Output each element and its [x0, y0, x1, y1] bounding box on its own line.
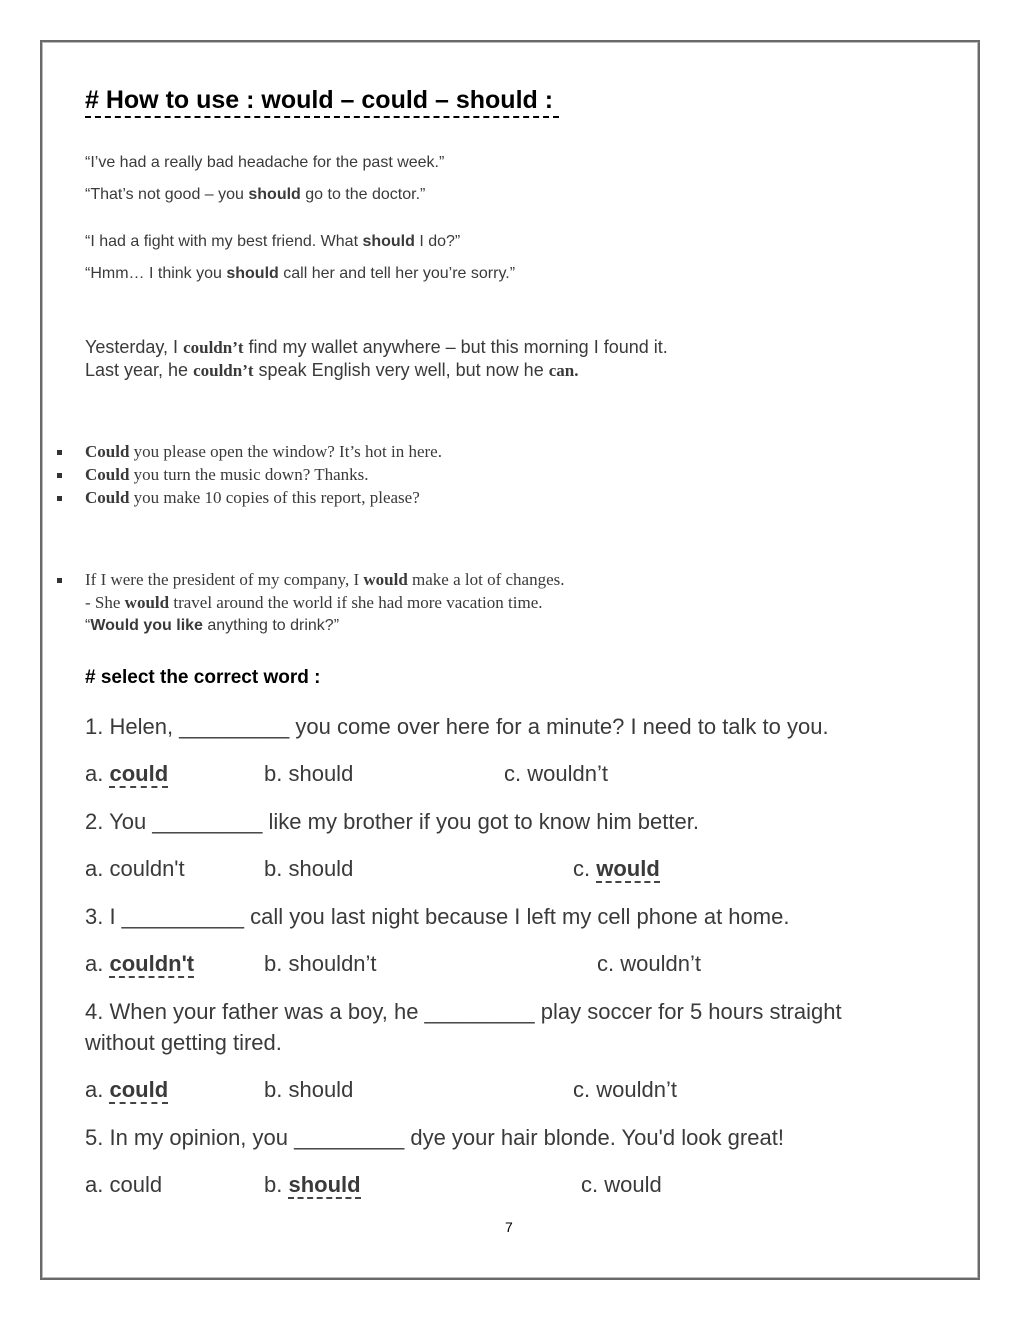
text: “That’s not good – you: [85, 186, 249, 203]
option-a[interactable]: [85, 761, 168, 787]
question-5: 5. In my opinion, you _________ dye your hair blonde. You'd look great!: [85, 1125, 784, 1150]
option-letter: a.: [85, 1077, 110, 1102]
keyword: should: [248, 186, 301, 203]
question-4-continued: without getting tired.: [85, 1030, 282, 1055]
option-text: couldn't: [109, 856, 185, 881]
option-c[interactable]: [573, 1077, 677, 1103]
text: Yesterday, I: [85, 337, 184, 357]
option-b[interactable]: [264, 951, 377, 977]
text: I do?”: [414, 233, 461, 250]
text: go to the doctor.”: [300, 186, 426, 203]
keyword: should: [362, 233, 415, 250]
option-letter: c.: [597, 951, 621, 976]
option-letter: b.: [264, 761, 289, 786]
example-line: [85, 593, 543, 613]
option-letter: b.: [264, 951, 289, 976]
text: If I were the president of my company, I: [85, 570, 364, 589]
text: Last year, he: [85, 360, 194, 380]
keyword: couldn’t: [193, 361, 254, 380]
example-line: [85, 337, 668, 358]
answer-selected: couldn't: [109, 951, 195, 976]
keyword: couldn’t: [183, 338, 244, 357]
text: you make 10 copies of this report, please?: [129, 488, 420, 507]
page-title: # How to use : would – could – should :: [85, 86, 559, 118]
text: “Hmm… I think you: [85, 265, 227, 282]
text: “I had a fight with my best friend. What: [85, 233, 363, 250]
option-text: could: [109, 1172, 163, 1197]
option-b[interactable]: [264, 761, 353, 787]
question-3: 3. I __________ call you last night because I left my cell phone at home.: [85, 904, 790, 929]
question-4: 4. When your father was a boy, he _________ play soccer for 5 hours straight: [85, 999, 842, 1024]
option-letter: a.: [85, 951, 110, 976]
text: you turn the music down? Thanks.: [129, 465, 369, 484]
option-text: wouldn’t: [620, 951, 701, 976]
keyword: should: [226, 265, 279, 282]
text: you please open the window? It’s hot in here.: [129, 442, 442, 461]
keyword: Could: [85, 465, 130, 484]
page-number: 7: [505, 1219, 513, 1235]
answer-selected: should: [288, 1172, 361, 1197]
answer-selected: could: [109, 1077, 169, 1102]
option-a[interactable]: [85, 951, 194, 977]
text: call her and tell her you’re sorry.”: [278, 265, 516, 282]
example-line: [85, 186, 425, 204]
example-line: [85, 265, 515, 283]
keyword: would: [363, 570, 408, 589]
option-letter: b.: [264, 1077, 289, 1102]
keyword: Could: [85, 442, 130, 461]
keyword: Would you like: [90, 617, 203, 634]
option-letter: c.: [573, 856, 597, 881]
option-text: should: [288, 1077, 354, 1102]
text: speak English very well, but now he: [253, 360, 549, 380]
option-text: should: [288, 856, 354, 881]
option-letter: a.: [85, 761, 110, 786]
bullet-item: [85, 488, 420, 508]
option-c[interactable]: [504, 761, 608, 787]
text: find my wallet anywhere – but this morning I found it.: [243, 337, 668, 357]
option-c[interactable]: [581, 1172, 662, 1198]
question-1: 1. Helen, _________ you come over here for a minute? I need to talk to you.: [85, 714, 829, 739]
bullet-icon: [57, 496, 62, 501]
exercise-heading: # select the correct word :: [85, 667, 321, 688]
option-a[interactable]: [85, 1172, 162, 1198]
option-letter: b.: [264, 1172, 289, 1197]
option-letter: c.: [581, 1172, 605, 1197]
example-line: [85, 617, 339, 635]
option-text: wouldn’t: [527, 761, 608, 786]
example-line: [85, 360, 578, 381]
bullet-item: [85, 442, 442, 462]
option-text: would: [604, 1172, 662, 1197]
answer-selected: would: [596, 856, 660, 881]
option-b[interactable]: [264, 1077, 353, 1103]
keyword: Could: [85, 488, 130, 507]
example-line: [85, 154, 444, 172]
option-text: shouldn’t: [288, 951, 377, 976]
option-letter: a.: [85, 856, 110, 881]
answer-selected: could: [109, 761, 169, 786]
bullet-item: [85, 465, 369, 485]
option-text: wouldn’t: [596, 1077, 677, 1102]
option-a[interactable]: [85, 856, 185, 882]
text: “I’ve had a really bad headache for the past week.”: [85, 154, 445, 171]
option-b[interactable]: [264, 856, 353, 882]
option-letter: a.: [85, 1172, 110, 1197]
bullet-icon: [57, 473, 62, 478]
option-letter: c.: [504, 761, 528, 786]
keyword: would: [124, 593, 170, 612]
option-c[interactable]: [597, 951, 701, 977]
bullet-icon: [57, 578, 62, 583]
example-line: [85, 233, 460, 251]
option-text: should: [288, 761, 354, 786]
page-frame: [40, 40, 980, 1280]
text: make a lot of changes.: [407, 570, 565, 589]
bullet-item: [85, 570, 565, 590]
bullet-icon: [57, 450, 62, 455]
question-2: 2. You _________ like my brother if you got to know him better.: [85, 809, 699, 834]
option-c[interactable]: [573, 856, 660, 882]
option-letter: b.: [264, 856, 289, 881]
text: “: [85, 617, 91, 634]
option-letter: c.: [573, 1077, 597, 1102]
option-b[interactable]: [264, 1172, 361, 1198]
option-a[interactable]: [85, 1077, 168, 1103]
text: anything to drink?”: [202, 617, 340, 634]
text: travel around the world if she had more vacation time.: [169, 593, 543, 612]
keyword: can.: [548, 361, 579, 380]
text: - She: [85, 593, 125, 612]
